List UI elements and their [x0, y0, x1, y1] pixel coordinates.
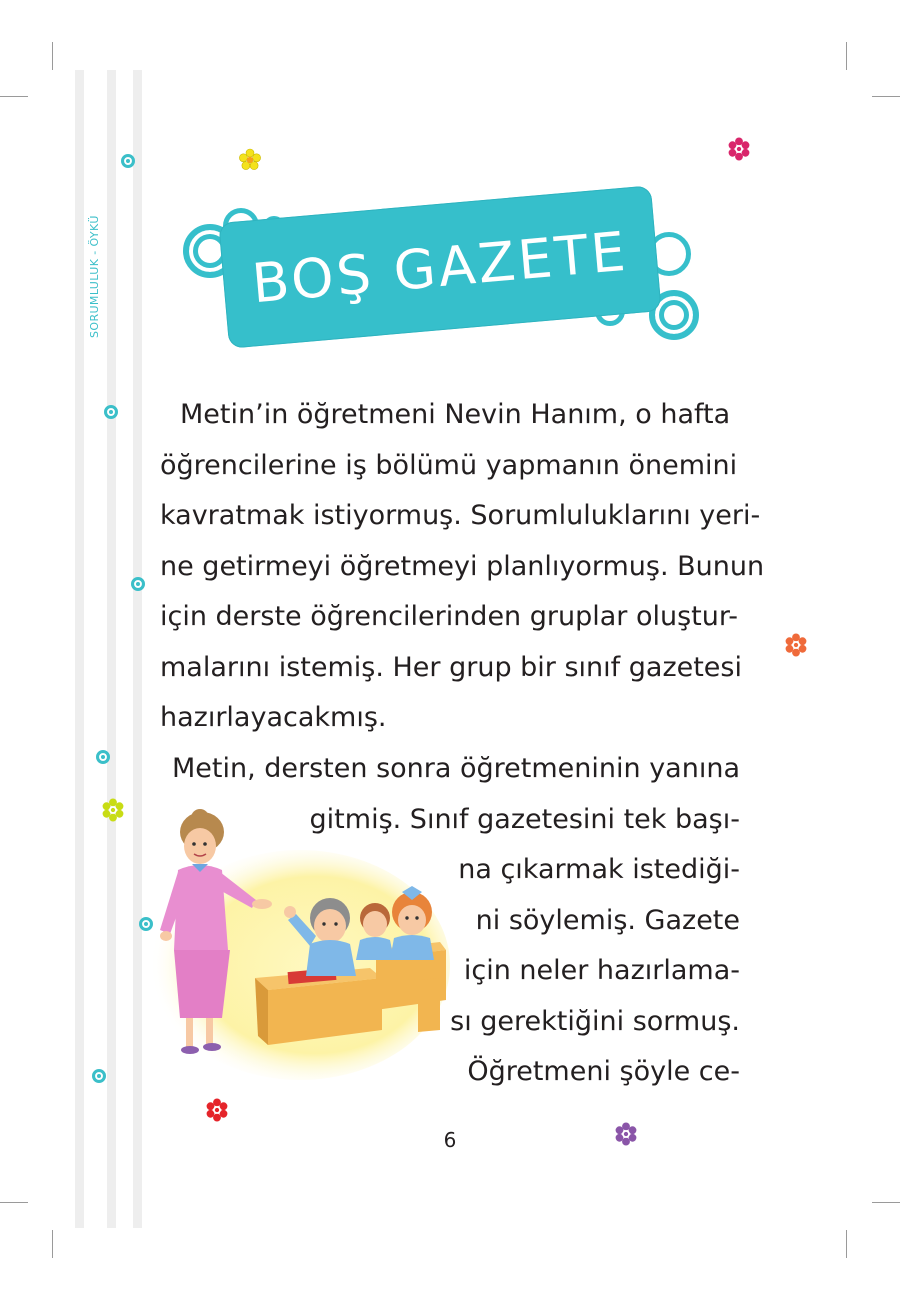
lime-flower-icon [100, 797, 126, 823]
crop-mark [52, 42, 53, 70]
page-number: 6 [443, 1128, 457, 1152]
text-line-content: gitmiş. Sınıf gazetesini tek başı- [309, 803, 740, 835]
text-line [160, 693, 740, 744]
text-line-content: ne getirmeyi öğretmeyi planlıyormuş. Bunun [160, 550, 765, 582]
text-line [160, 542, 765, 593]
text-line-content: malarını istemiş. Her grup bir sınıf gazetesi [160, 651, 742, 683]
text-line-content: sı gerektiğini sormuş. [450, 1005, 740, 1037]
text-line-content: Metin, dersten sonra öğretmeninin yanına [171, 753, 740, 784]
text-line [160, 643, 740, 694]
crop-mark [872, 96, 900, 97]
ring-decoration-icon [131, 577, 145, 591]
crop-mark [52, 1230, 53, 1258]
text-line [160, 441, 740, 492]
magenta-flower-icon [726, 136, 752, 162]
text-line-content: Metin’in öğretmeni Nevin Hanım, o hafta [180, 399, 731, 430]
text-line-content: na çıkarmak istediği- [458, 854, 740, 885]
red-flower-icon [204, 1097, 230, 1123]
text-line-content: için derste öğrencilerinden gruplar oluştur- [160, 601, 738, 632]
side-stripe [133, 70, 142, 1228]
text-line [160, 390, 740, 441]
title-banner [175, 180, 705, 355]
side-stripe [107, 70, 116, 1228]
text-line [160, 491, 761, 542]
side-stripe [75, 70, 84, 1228]
yellow-flower-icon [238, 148, 262, 172]
text-line-content: kavratmak istiyormuş. Sorumluluklarını yeri- [160, 500, 761, 531]
text-line-content: için neler hazırlama- [463, 955, 740, 986]
ring-decoration-icon [104, 405, 118, 419]
orange-flower-icon [783, 632, 809, 658]
page-title: BOŞ GAZETE [249, 219, 631, 315]
text-line-content: Öğretmeni şöyle ce- [467, 1056, 740, 1087]
crop-mark [0, 1202, 28, 1203]
side-section-label: SORUMLULUK - ÖYKÜ [88, 215, 101, 338]
text-line [171, 744, 740, 795]
text-line-content: hazırlayacakmış. [160, 702, 387, 733]
crop-mark [872, 1202, 900, 1203]
ring-decoration-icon [96, 750, 110, 764]
text-line [160, 592, 740, 643]
paragraph-1 [160, 390, 765, 744]
crop-mark [846, 1230, 847, 1258]
title-box [218, 185, 661, 348]
text-line-content: öğrencilerine iş bölümü yapmanın önemini [160, 449, 738, 481]
crop-mark [846, 42, 847, 70]
ring-decoration-icon [92, 1069, 106, 1083]
text-line-content: ni söylemiş. Gazete [475, 904, 740, 936]
crop-mark [0, 96, 28, 97]
classroom-illustration [150, 800, 450, 1080]
ring-decoration-icon [121, 154, 135, 168]
